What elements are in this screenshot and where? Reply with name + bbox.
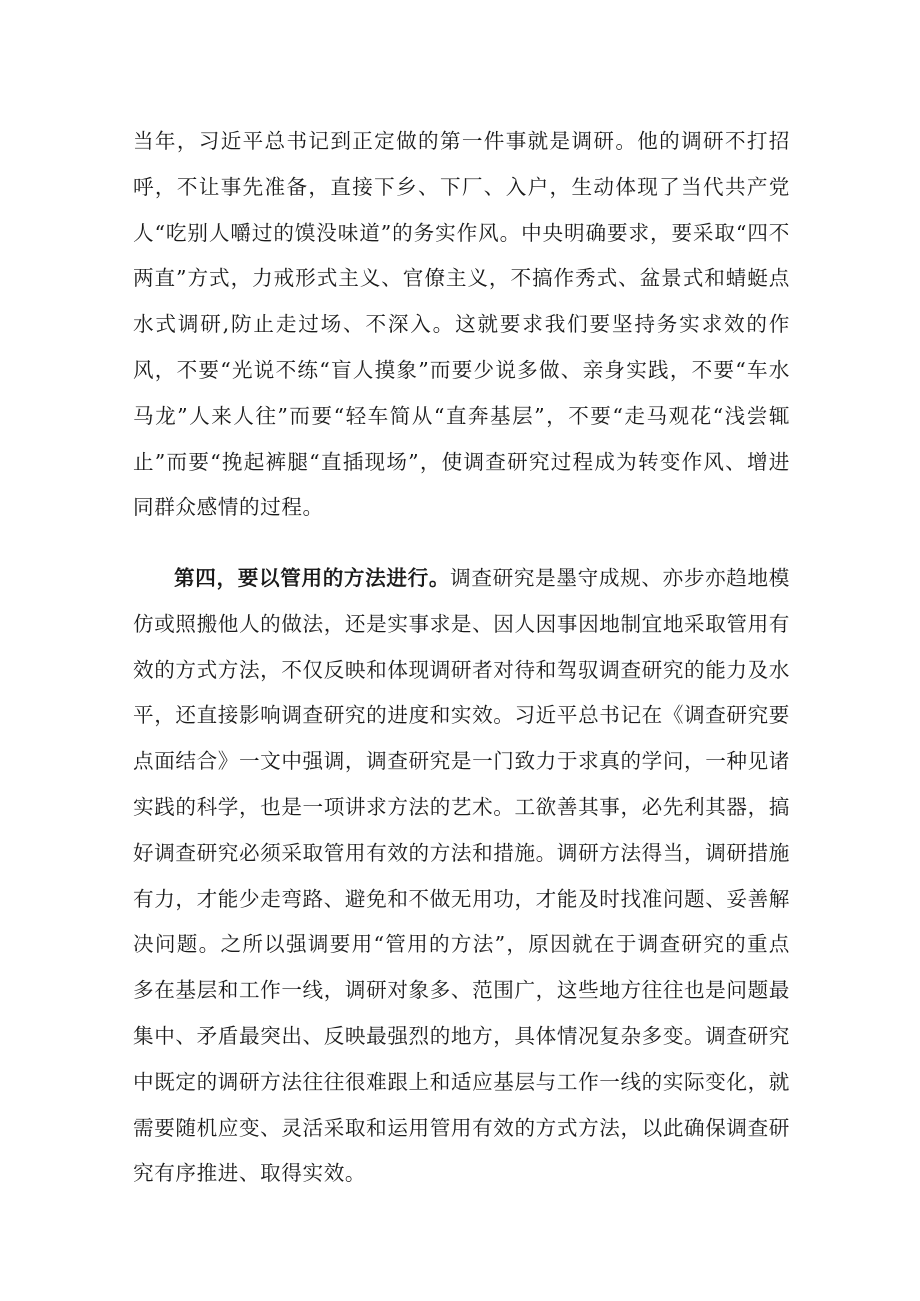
paragraph-work-style	[133, 119, 790, 531]
paragraph-body: 当年，习近平总书记到正定做的第一件事就是调研。他的调研不打招呼，不让事先准备，直接下乡、下厂、入户，生动体现了当代共产党人“吃别人嚼过的馍没味道”的务实作风。中央明确要求，要采取“四不两直”方式，力戒形式主义、官僚主义，不搞作秀式、盆景式和蜻蜓点水式调研,防止走过场、不深入。这就要求我们要坚持务实求效的作风，不要“光说不练“盲人摸象”而要少说多做、亲身实践，不要“车水马龙”人来人往”而要“轻车简从“直奔基层”，不要“走马观花“浅尝辄止”而要“挽起裤腿“直插现场”，使调查研究过程成为转变作风、增进同群众感情的过程。	[133, 129, 790, 520]
paragraph-heading: 第四，要以管用的方法进行。	[174, 566, 451, 590]
paragraph-fourth-point	[133, 556, 790, 1197]
paragraph-body: 调查研究是墨守成规、亦步亦趋地模仿或照搬他人的做法，还是实事求是、因人因事因地制宜地采取管用有效的方式方法，不仅反映和体现调研者对待和驾驭调查研究的能力及水平，还直接影响调查研究的进度和实效。习近平总书记在《调查研究要点面结合》一文中强调，调查研究是一门致力于求真的学问，一种见诸实践的科学，也是一项讲求方法的艺术。工欲善其事，必先利其器，搞好调查研究必须采取管用有效的方法和措施。调研方法得当，调研措施有力，才能少走弯路、避免和不做无用功，才能及时找准问题、妥善解决问题。之所以强调要用“管用的方法”，原因就在于调查研究的重点多在基层和工作一线，调研对象多、范围广，这些地方往往也是问题最集中、矛盾最突出、反映最强烈的地方，具体情况复杂多变。调查研究中既定的调研方法往往很难跟上和适应基层与工作一线的实际变化，就需要随机应变、灵活采取和运用管用有效的方式方法，以此确保调查研究有序推进、取得实效。	[133, 566, 791, 1186]
